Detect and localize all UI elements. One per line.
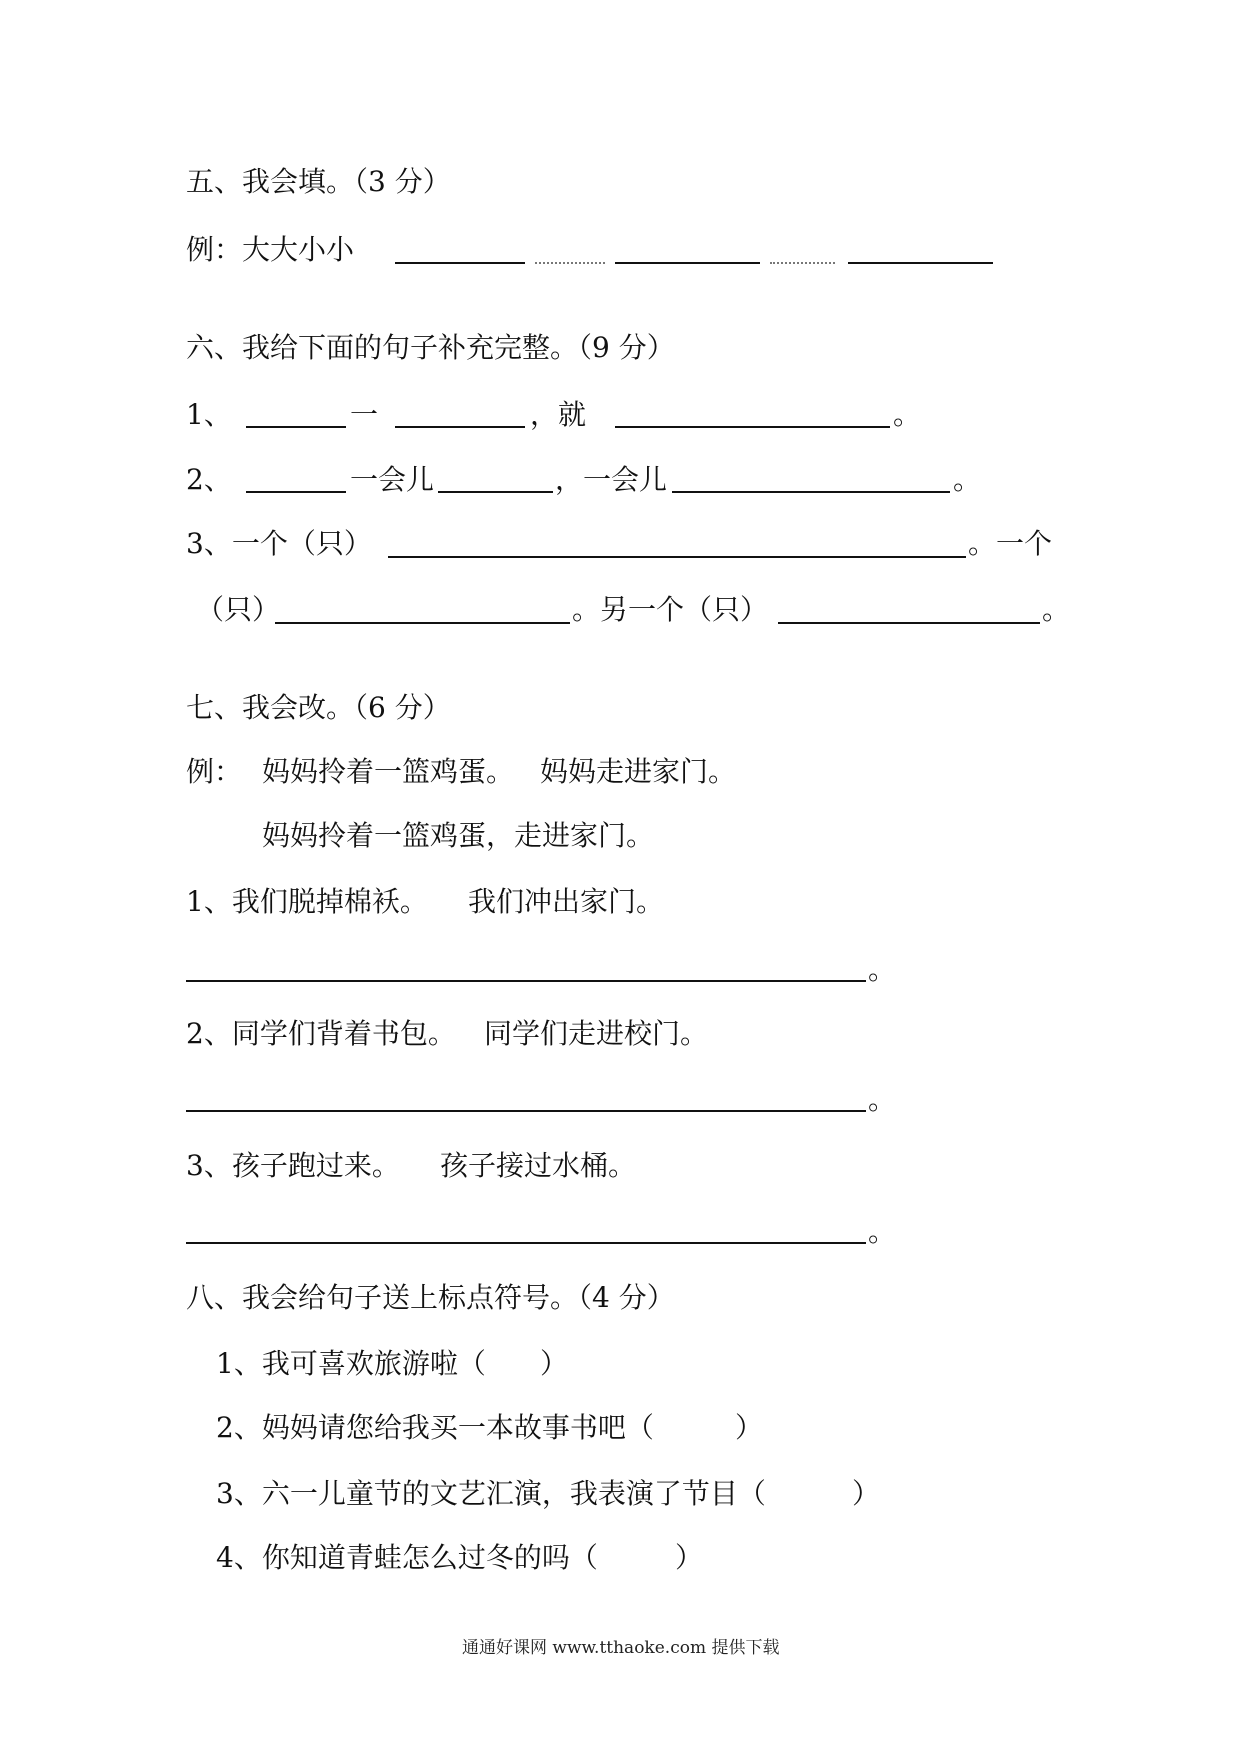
s7-item1-b: 我们冲出家门。	[468, 885, 665, 918]
blank-6-1c[interactable]	[615, 426, 890, 428]
s8-item3-text: 3、六一儿童节的文艺汇演，我表演了节目（	[216, 1477, 766, 1510]
s8-item4-close: ）	[675, 1541, 704, 1574]
s6-item2-num: 2、	[186, 463, 232, 496]
s8-item1-close: ）	[540, 1347, 569, 1380]
s7-example-result: 妈妈拎着一篮鸡蛋，走进家门。	[262, 819, 655, 852]
s6-item3-line2-end: 。	[1042, 593, 1071, 626]
s6-item2-end: 。	[953, 463, 982, 496]
dotted-filler	[535, 262, 605, 264]
s8-item2-close: ）	[735, 1411, 764, 1444]
s6-item2-t1: 一会儿	[350, 463, 435, 496]
s7-item2-b: 同学们走进校门。	[484, 1017, 709, 1050]
s7-item2-a: 2、同学们背着书包。	[186, 1017, 456, 1050]
blank-5-3[interactable]	[848, 262, 993, 264]
s6-item3-line2-mid: 。另一个（只）	[572, 593, 769, 626]
section-6-heading: 六、我给下面的句子补充完整。（9 分）	[186, 331, 675, 364]
blank-6-2b[interactable]	[438, 491, 553, 493]
answer-line-7-3[interactable]	[186, 1242, 866, 1244]
s6-item1-t2: ，就	[530, 398, 587, 431]
s7-item2-end: 。	[868, 1083, 897, 1116]
section-5-heading: 五、我会填。（3 分）	[186, 165, 451, 198]
s6-item1-t1: 一	[350, 398, 379, 431]
s6-item1-end: 。	[893, 398, 922, 431]
blank-6-3b[interactable]	[275, 622, 570, 624]
s7-item1-end: 。	[868, 953, 897, 986]
s6-item2-t2: ，一会儿	[555, 463, 668, 496]
blank-6-2c[interactable]	[672, 491, 950, 493]
section-7-heading: 七、我会改。（6 分）	[186, 691, 451, 724]
s8-item3-close: ）	[852, 1477, 881, 1510]
s7-item3-end: 。	[868, 1215, 897, 1248]
s6-item1-num: 1、	[186, 398, 232, 431]
section-8-heading: 八、我会给句子送上标点符号。（4 分）	[186, 1281, 675, 1314]
s6-item3-line1-end: 。一个	[968, 527, 1053, 560]
blank-6-2a[interactable]	[246, 491, 346, 493]
s8-item2-text: 2、妈妈请您给我买一本故事书吧（	[216, 1411, 654, 1444]
blank-6-3c[interactable]	[778, 622, 1040, 624]
blank-5-1[interactable]	[395, 262, 525, 264]
answer-line-7-1[interactable]	[186, 980, 866, 982]
blank-6-1a[interactable]	[246, 426, 346, 428]
s7-example-b: 妈妈走进家门。	[540, 755, 737, 788]
blank-6-3a[interactable]	[388, 556, 966, 558]
s7-item3-b: 孩子接过水桶。	[440, 1149, 637, 1182]
answer-line-7-2[interactable]	[186, 1110, 866, 1112]
s7-item3-a: 3、孩子跑过来。	[186, 1149, 400, 1182]
s6-item3-line2-start: （只）	[196, 593, 281, 626]
dotted-filler	[770, 262, 835, 264]
s8-item1-text: 1、我可喜欢旅游啦（	[216, 1347, 486, 1380]
section-5-example: 例：大大小小	[186, 233, 355, 266]
s7-example-a: 妈妈拎着一篮鸡蛋。	[262, 755, 515, 788]
s6-item3-line1-start: 3、一个（只）	[186, 527, 372, 560]
s7-item1-a: 1、我们脱掉棉袄。	[186, 885, 428, 918]
s7-example-label: 例：	[186, 755, 243, 788]
s8-item4-text: 4、你知道青蛙怎么过冬的吗（	[216, 1541, 598, 1574]
footer-text: 通通好课网 www.tthaoke.com 提供下载	[462, 1638, 780, 1658]
blank-6-1b[interactable]	[395, 426, 525, 428]
blank-5-2[interactable]	[615, 262, 760, 264]
